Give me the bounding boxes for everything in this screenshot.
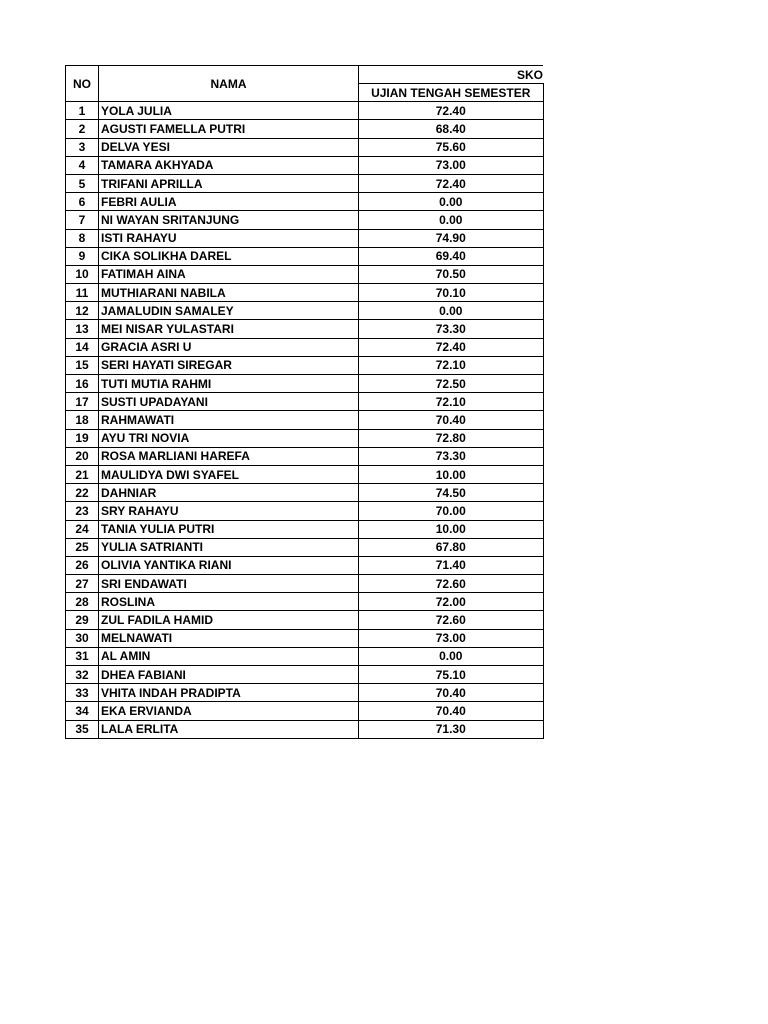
row-number: 4 <box>66 156 99 174</box>
table-row <box>66 647 544 665</box>
uts-score: 70.40 <box>359 684 544 702</box>
table-row <box>66 666 544 684</box>
uts-score: 71.30 <box>359 720 544 738</box>
row-number: 22 <box>66 484 99 502</box>
table-row <box>66 465 544 483</box>
student-name: EKA ERVIANDA <box>99 702 359 720</box>
row-number: 3 <box>66 138 99 156</box>
row-number: 34 <box>66 702 99 720</box>
student-name: MUTHIARANI NABILA <box>99 284 359 302</box>
uts-score: 72.10 <box>359 356 544 374</box>
row-number: 33 <box>66 684 99 702</box>
table-row <box>66 447 544 465</box>
table-row <box>66 411 544 429</box>
row-number: 29 <box>66 611 99 629</box>
uts-score: 74.50 <box>359 484 544 502</box>
row-number: 18 <box>66 411 99 429</box>
uts-score: 70.50 <box>359 265 544 283</box>
uts-score: 73.30 <box>359 320 544 338</box>
header-uts: UJIAN TENGAH SEMESTER <box>359 84 544 102</box>
student-name: TRIFANI APRILLA <box>99 174 359 192</box>
uts-score: 75.10 <box>359 666 544 684</box>
row-number: 6 <box>66 193 99 211</box>
row-number: 32 <box>66 666 99 684</box>
header-nama: NAMA <box>99 66 359 102</box>
row-number: 14 <box>66 338 99 356</box>
table-row <box>66 174 544 192</box>
row-number: 12 <box>66 302 99 320</box>
uts-score: 0.00 <box>359 302 544 320</box>
uts-score: 73.00 <box>359 629 544 647</box>
student-name: AGUSTI FAMELLA PUTRI <box>99 120 359 138</box>
table-row <box>66 356 544 374</box>
student-name: FATIMAH AINA <box>99 265 359 283</box>
uts-score: 72.80 <box>359 429 544 447</box>
table-row <box>66 575 544 593</box>
table-row <box>66 684 544 702</box>
table-row <box>66 502 544 520</box>
table-row <box>66 520 544 538</box>
uts-score: 70.10 <box>359 284 544 302</box>
table-row <box>66 138 544 156</box>
table-row <box>66 102 544 120</box>
table-row <box>66 629 544 647</box>
uts-score: 70.40 <box>359 702 544 720</box>
student-name: SRY RAHAYU <box>99 502 359 520</box>
row-number: 20 <box>66 447 99 465</box>
table-row <box>66 284 544 302</box>
row-number: 31 <box>66 647 99 665</box>
student-name: LALA ERLITA <box>99 720 359 738</box>
row-number: 27 <box>66 575 99 593</box>
table-row <box>66 556 544 574</box>
uts-score: 72.40 <box>359 102 544 120</box>
uts-score: 0.00 <box>359 211 544 229</box>
uts-score: 70.00 <box>359 502 544 520</box>
student-name: DELVA YESI <box>99 138 359 156</box>
row-number: 13 <box>66 320 99 338</box>
uts-score: 72.40 <box>359 174 544 192</box>
uts-score: 72.60 <box>359 611 544 629</box>
row-number: 9 <box>66 247 99 265</box>
table-row <box>66 120 544 138</box>
row-number: 10 <box>66 265 99 283</box>
row-number: 1 <box>66 102 99 120</box>
table-row <box>66 538 544 556</box>
uts-score: 72.50 <box>359 375 544 393</box>
student-name: ZUL FADILA HAMID <box>99 611 359 629</box>
student-name: MELNAWATI <box>99 629 359 647</box>
row-number: 8 <box>66 229 99 247</box>
student-name: RAHMAWATI <box>99 411 359 429</box>
row-number: 28 <box>66 593 99 611</box>
student-name: VHITA INDAH PRADIPTA <box>99 684 359 702</box>
uts-score: 70.40 <box>359 411 544 429</box>
student-name: ISTI RAHAYU <box>99 229 359 247</box>
uts-score: 71.40 <box>359 556 544 574</box>
row-number: 11 <box>66 284 99 302</box>
row-number: 23 <box>66 502 99 520</box>
row-number: 5 <box>66 174 99 192</box>
student-name: FEBRI AULIA <box>99 193 359 211</box>
score-table <box>65 65 544 739</box>
student-name: GRACIA ASRI U <box>99 338 359 356</box>
student-name: AL AMIN <box>99 647 359 665</box>
student-name: MAULIDYA DWI SYAFEL <box>99 465 359 483</box>
table-row <box>66 393 544 411</box>
student-name: ROSA MARLIANI HAREFA <box>99 447 359 465</box>
uts-score: 72.00 <box>359 593 544 611</box>
uts-score: 72.10 <box>359 393 544 411</box>
student-name: MEI NISAR YULASTARI <box>99 320 359 338</box>
student-name: ROSLINA <box>99 593 359 611</box>
score-table-body <box>66 66 544 739</box>
table-row <box>66 247 544 265</box>
row-number: 19 <box>66 429 99 447</box>
table-row <box>66 484 544 502</box>
student-name: TANIA YULIA PUTRI <box>99 520 359 538</box>
student-name: SERI HAYATI SIREGAR <box>99 356 359 374</box>
student-name: OLIVIA YANTIKA RIANI <box>99 556 359 574</box>
table-row <box>66 229 544 247</box>
uts-score: 69.40 <box>359 247 544 265</box>
row-number: 15 <box>66 356 99 374</box>
uts-score: 73.00 <box>359 156 544 174</box>
table-row <box>66 429 544 447</box>
row-number: 25 <box>66 538 99 556</box>
uts-score: 74.90 <box>359 229 544 247</box>
header-row <box>66 66 544 84</box>
table-row <box>66 193 544 211</box>
row-number: 17 <box>66 393 99 411</box>
student-name: SUSTI UPADAYANI <box>99 393 359 411</box>
uts-score: 0.00 <box>359 193 544 211</box>
table-row <box>66 338 544 356</box>
uts-score: 10.00 <box>359 465 544 483</box>
row-number: 30 <box>66 629 99 647</box>
student-name: SRI ENDAWATI <box>99 575 359 593</box>
uts-score: 73.30 <box>359 447 544 465</box>
table-row <box>66 265 544 283</box>
header-no: NO <box>66 66 99 102</box>
uts-score: 72.40 <box>359 338 544 356</box>
student-name: YULIA SATRIANTI <box>99 538 359 556</box>
student-name: TAMARA AKHYADA <box>99 156 359 174</box>
table-row <box>66 375 544 393</box>
row-number: 24 <box>66 520 99 538</box>
table-row <box>66 156 544 174</box>
uts-score: 67.80 <box>359 538 544 556</box>
table-row <box>66 211 544 229</box>
student-name: AYU TRI NOVIA <box>99 429 359 447</box>
table-row <box>66 720 544 738</box>
header-skor-group: SKO <box>359 66 544 84</box>
student-name: DAHNIAR <box>99 484 359 502</box>
table-row <box>66 611 544 629</box>
uts-score: 75.60 <box>359 138 544 156</box>
table-row <box>66 702 544 720</box>
uts-score: 0.00 <box>359 647 544 665</box>
uts-score: 10.00 <box>359 520 544 538</box>
uts-score: 72.60 <box>359 575 544 593</box>
row-number: 35 <box>66 720 99 738</box>
row-number: 16 <box>66 375 99 393</box>
student-name: YOLA JULIA <box>99 102 359 120</box>
student-name: TUTI MUTIA RAHMI <box>99 375 359 393</box>
table-row <box>66 593 544 611</box>
row-number: 2 <box>66 120 99 138</box>
row-number: 21 <box>66 465 99 483</box>
row-number: 7 <box>66 211 99 229</box>
student-name: NI WAYAN SRITANJUNG <box>99 211 359 229</box>
uts-score: 68.40 <box>359 120 544 138</box>
row-number: 26 <box>66 556 99 574</box>
student-name: JAMALUDIN SAMALEY <box>99 302 359 320</box>
student-name: CIKA SOLIKHA DAREL <box>99 247 359 265</box>
table-row <box>66 320 544 338</box>
student-name: DHEA FABIANI <box>99 666 359 684</box>
table-row <box>66 302 544 320</box>
